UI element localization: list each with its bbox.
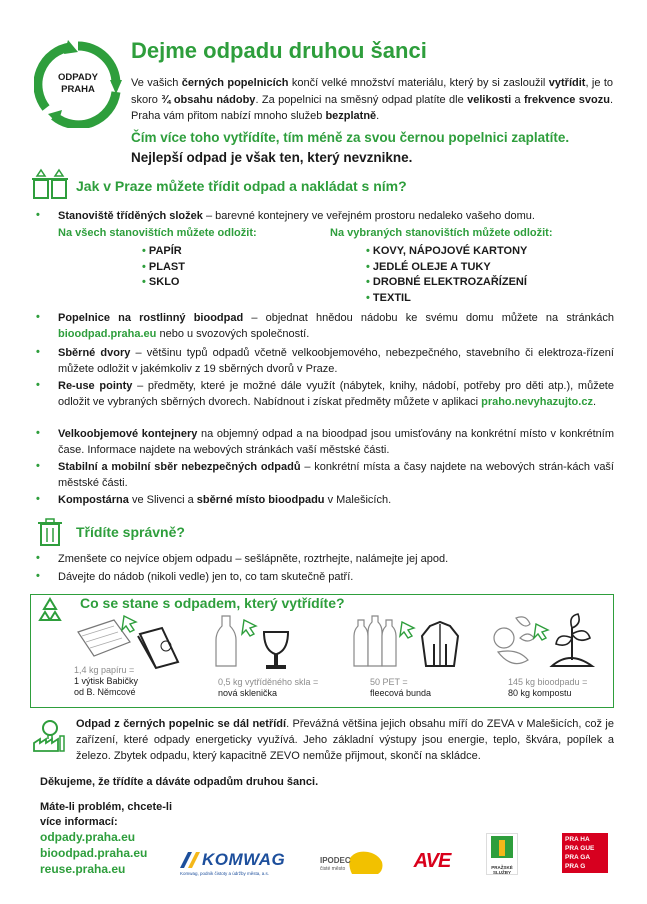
section-correct-title: Třídíte správně? (76, 524, 185, 540)
bio-compost-illustration (490, 608, 600, 675)
black-bin-paragraph: Odpad z černých popelnic se dál netřídí. Převážná většina jejich obsahu míří do ZEVA v Malešicích, což je zařízení, které odpady energeticky využívá. Jeho základní výstupy jsou energie, teplo, škvára, popílek a železo. Zbytek odpadu, který kapacitně ZEVO nemůže přijmout, skončí na skládce. (76, 718, 614, 762)
factory-bulb-icon (32, 718, 68, 757)
contact-links (40, 829, 147, 877)
pet-jacket-illustration (352, 612, 462, 677)
paper-caption: 1,4 kg papíru = 1 výtisk Babičky od B. Němcové (74, 665, 139, 697)
list-item: Sběrné dvory – většinu typů odpadů včetně velkoobjemového, nebezpečného, stavebního či elektroza-řízení můžete odložit v jakémkoliv z 19 sběrných dvorů v Praze. (58, 347, 614, 375)
logo-line1: ODPADY (58, 72, 98, 83)
section-results-title: Co se stane s odpadem, který vytřídíte? (74, 595, 351, 611)
col2-list: • KOVY, NÁPOJOVÉ KARTONY • JEDLÉ OLEJE A TUKY • DROBNÉ ELEKTROZAŘÍZENÍ • TEXTIL (366, 245, 528, 304)
praha-logo: PRA HA PRA GUE PRA GA PRA G (562, 833, 608, 873)
section-sorting-title: Jak v Praze můžete třídit odpad a nakládat s ním? (76, 178, 407, 194)
contact-heading: Máte-li problém, chcete-li více informací: (40, 801, 173, 828)
reuse-link[interactable]: reuse.praha.eu (40, 862, 126, 876)
sorting-bins-icon (32, 168, 70, 205)
glass-illustration (214, 612, 304, 677)
thanks-text: Děkujeme, že třídíte a dáváte odpadům druhou šanci. (40, 776, 319, 788)
trash-bin-icon (38, 518, 62, 551)
bioodpad-link[interactable]: bioodpad.praha.eu (58, 327, 157, 340)
list-item: Re-use pointy – předměty, které je možné dále využít (nábytek, knihy, nádobí, potřeby pro děti atp.), můžete odložit ve vybraných sběrných dvorech. Nabídnout i získat předměty můžete v aplikaci praho.nevyhazujto.cz. (58, 380, 614, 408)
glass-caption: 0,5 kg vytříděného skla = nová sklenička (218, 677, 319, 698)
list-item: Stanoviště tříděných složek – barevné kontejnery ve veřejném prostoru nedaleko vašeho domu. (58, 210, 535, 222)
bio-caption: 145 kg bioodpadu = 80 kg kompostu (508, 677, 588, 698)
intro-motto: Nejlepší odpad je však ten, který nevznikne. (131, 150, 413, 165)
nevyhazujto-link[interactable]: praho.nevyhazujto.cz (481, 395, 593, 408)
intro-paragraph: Ve vašich černých popelnicích končí velké množství materiálu, který by si zasloužil vytřídit, je to skoro ¾ obsahu nádoby. Za popelnici na směsný odpad platíte dle velikosti a frekvence svozu. Praha vám přitom nabízí mnoho služeb bezplatně. (131, 77, 614, 122)
odpady-praha-logo (34, 40, 122, 128)
list-item: Zmenšete co nejvíce objem odpadu – sešlápněte, roztrhejte, nalámejte jej apod. (58, 553, 449, 565)
list-item: Popelnice na rostlinný bioodpad – objednat hnědou nádobu ke svému domu můžete na stránkách bioodpad.praha.eu nebo u svozových společností. (58, 312, 615, 340)
list-item: Velkoobjemové kontejnery na objemný odpad a na bioodpad jsou umisťovány na konkrétní místo v konkrétním čase. Informace najdete na webových stránkách vaší městské části. (58, 428, 614, 456)
page-title: Dejme odpadu druhou šanci (131, 38, 427, 63)
list-item: Kompostárna ve Slivenci a sběrné místo bioodpadu v Malešicích. (58, 494, 392, 506)
intro-highlight: Čím více toho vytřídíte, tím méně za svou černou popelnici zaplatíte. (131, 130, 570, 145)
col1-list: • PAPÍR • PLAST • SKLO (142, 245, 185, 288)
list-item: Stabilní a mobilní sběr nebezpečných odpadů – konkrétní místa a časy najdete na webových strán-kách vaší městské části. (58, 461, 614, 489)
komwag-mark-icon (180, 852, 200, 868)
prazske-sluzby-mark-icon (487, 834, 517, 860)
logo-line2: PRAHA (61, 84, 95, 95)
col2-heading: Na vybraných stanovištích můžete odložit: (330, 227, 553, 239)
ave-logo: AVE (413, 849, 451, 872)
bioodpad-contact-link[interactable]: bioodpad.praha.eu (40, 846, 148, 860)
prazske-sluzby-logo: PRAŽSKÉ SLUŽBY (486, 833, 518, 875)
komwag-logo: KOMWAG Komwag, podnik čistoty a údržby města, a.s. (180, 850, 286, 876)
col1-heading: Na všech stanovištích můžete odložit: (58, 227, 257, 239)
odpady-link[interactable]: odpady.praha.eu (40, 830, 136, 844)
ipodec-logo: IPODEC čisté město (320, 848, 388, 876)
pet-caption: 50 PET = fleecová bunda (370, 677, 432, 698)
list-item: Dávejte do nádob (nikoli vedle) jen to, co tam skutečně patří. (58, 571, 354, 583)
